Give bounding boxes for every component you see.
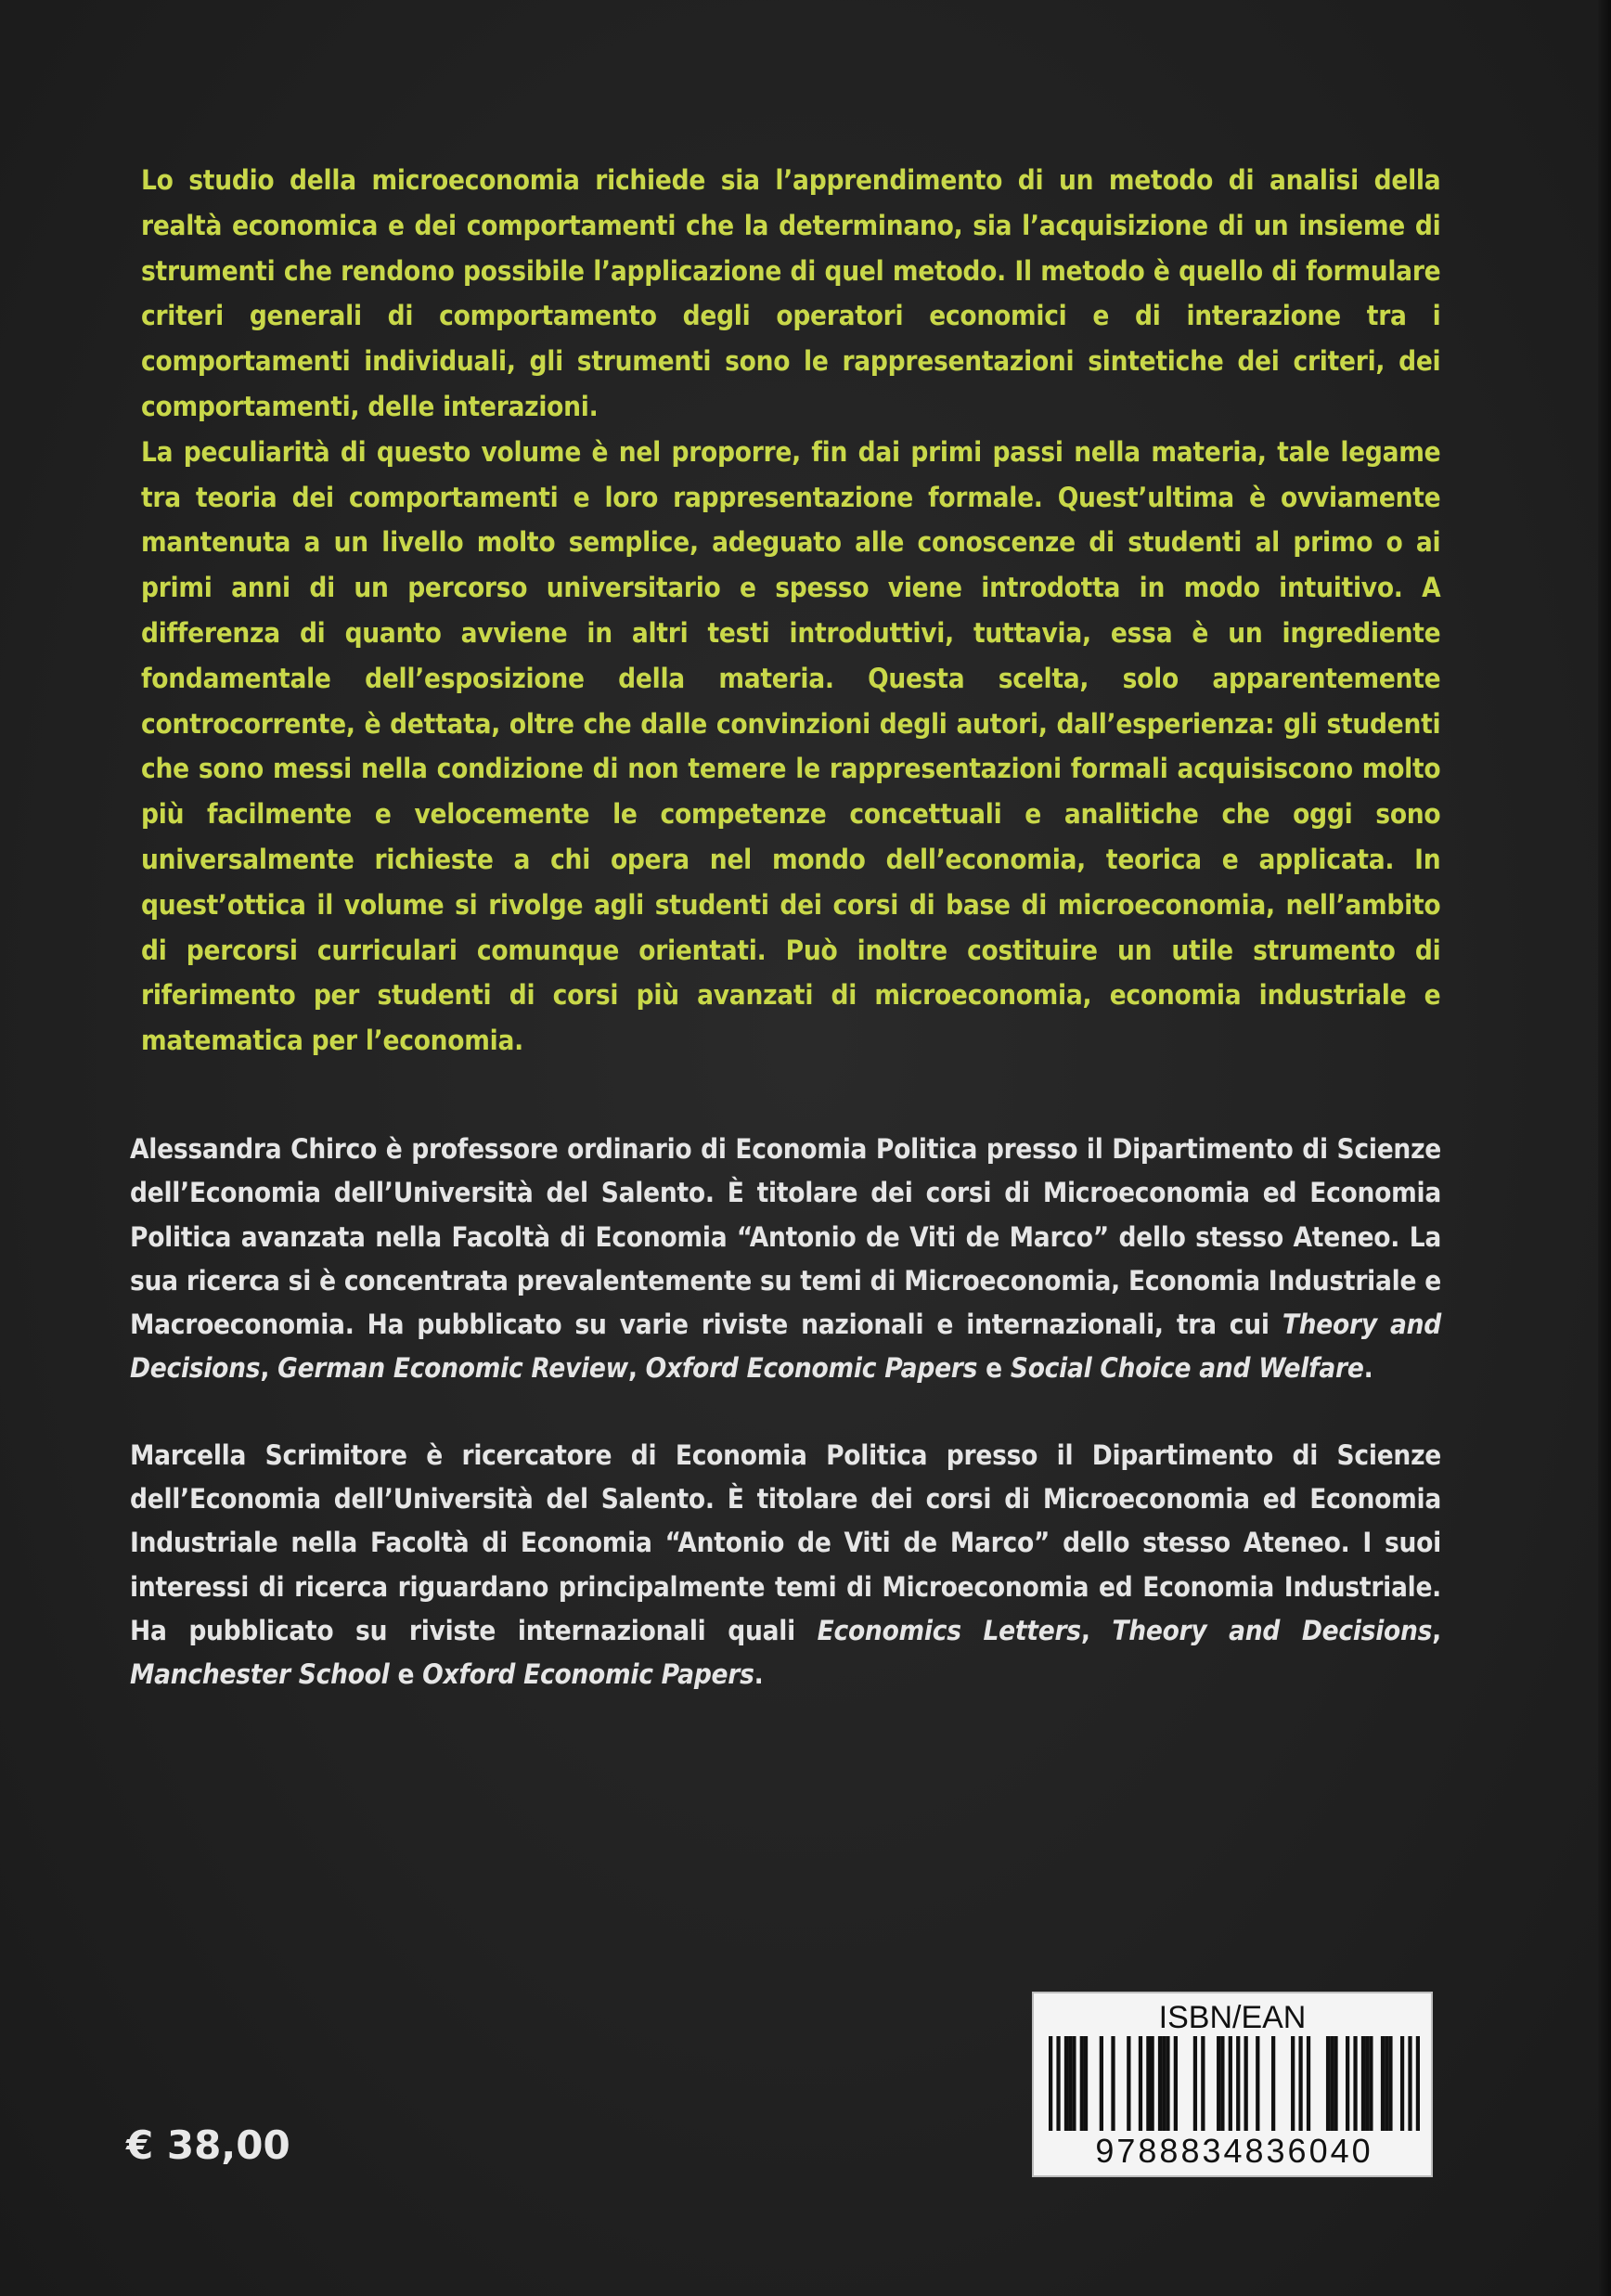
barcode-bar	[1298, 2036, 1302, 2131]
journal-title: Theory and Decisions	[130, 1309, 1441, 1385]
barcode-bar	[1080, 2036, 1084, 2131]
barcode-bar	[1361, 2036, 1365, 2131]
barcode-bar	[1111, 2036, 1115, 2131]
barcode-bar	[1330, 2036, 1334, 2131]
author-bio-chirco	[130, 1128, 1441, 1391]
barcode-bar	[1381, 2036, 1385, 2131]
barcode-bar	[1150, 2036, 1153, 2131]
bio-end: .	[754, 1658, 764, 1691]
barcode-bar	[1244, 2036, 1248, 2131]
barcode-bar	[1334, 2036, 1337, 2131]
barcode-bar	[1146, 2036, 1150, 2131]
bio-text: Marcella Scrimitore è ricercatore di Economia Politica presso il Dipartimento di Scienze dell’Economia dell’Università del Salento. È titolare dei corsi di Microeconomia ed Economia Industriale nella Facoltà di Economia “Antonio de Viti de Marco” dello stesso Ateneo. I suoi interessi di ricerca riguardano principalmente temi di Microeconomia ed Economia Industriale. Ha pubblicato su riviste internazionali quali	[130, 1438, 1441, 1646]
barcode-bar	[1158, 2036, 1162, 2131]
journal-title: Manchester School	[130, 1658, 390, 1691]
barcode-bar	[1064, 2036, 1068, 2131]
barcode-bar	[1162, 2036, 1166, 2131]
description-paragraph-1: Lo studio della microeconomia richiede sia l’apprendimento di un metodo di analisi della realtà economica e dei comportamenti che la determinano, sia l’acquisizione di un insieme di strumenti che rendono possibile l’applicazione di quel metodo. Il metodo è quello di formulare criteri generali di comportamento degli operatori economici e di interazione tra i comportamenti individuali, gli strumenti sono le rappresentazioni sintetiche dei criteri, dei comportamenti, delle interazioni.	[141, 164, 1441, 422]
barcode-bar	[1127, 2036, 1130, 2131]
author-bio-scrimitore	[130, 1434, 1441, 1697]
barcode-bar	[1307, 2036, 1310, 2131]
cover-edge	[1598, 0, 1611, 2296]
journal-title: Social Choice and Welfare	[1010, 1352, 1364, 1385]
barcode-bar	[1271, 2036, 1275, 2131]
barcode-bar	[1072, 2036, 1076, 2131]
barcode-bar	[1174, 2036, 1178, 2131]
isbn-label: ISBN/EAN	[1158, 2000, 1307, 2035]
description-paragraph-2: La peculiarità di questo volume è nel proporre, fin dai primi passi nella materia, tale legame tra teoria dei comportamenti e loro rappresentazione formale. Quest’ultima è ovviamente mantenuta a un livello molto semplice, adeguato alle conoscenze di studenti al primo o ai primi anni di un percorso universitario e spesso viene introdotta in modo intuitivo. A differenza di quanto avviene in altri testi introduttivi, tuttavia, essa è un ingrediente fondamentale dell’esposizione della materia. Questa scelta, solo apparentemente controcorrente, è dettata, oltre che dalle convinzioni degli autori, dall’esperienza: gli studenti che sono messi nella condizione di non temere le rappresentazioni formali acquisiscono molto più facilmente e velocemente le competenze concettuali e analitiche che oggi sono universalmente richieste a chi opera nel mondo dell’economia, teorica e applicata. In quest’ottica il volume si rivolge agli studenti dei corsi di base di microeconomia, nell’ambito di percorsi curriculari comunque orientati. Può inoltre costituire un utile strumento di riferimento per studenti di corsi più avanzati di microeconomia, economia industriale e matematica per l’economia.	[141, 435, 1441, 1057]
barcode-bar	[1353, 2036, 1357, 2131]
price-label: € 38,00	[126, 2122, 290, 2168]
barcode-bar	[1166, 2036, 1169, 2131]
barcode-bar	[1291, 2036, 1295, 2131]
barcode-bars	[1049, 2036, 1420, 2131]
barcode-bar	[1416, 2036, 1420, 2131]
barcode-bar	[1220, 2036, 1224, 2131]
barcode-bar	[1388, 2036, 1392, 2131]
barcode-bar	[1201, 2036, 1205, 2131]
barcode-bar	[1326, 2036, 1330, 2131]
journal-title: Economics Letters	[817, 1614, 1081, 1646]
barcode-bar	[1369, 2036, 1373, 2131]
separator: e	[977, 1352, 1011, 1385]
barcode-bar	[1139, 2036, 1142, 2131]
bio-text: Alessandra Chirco è professore ordinario di Economia Politica presso il Dipartimento di Scienze dell’Economia dell’Università del Salento. È titolare dei corsi di Microeconomia ed Economia Politica avanzata nella Facoltà di Economia “Antonio de Viti de Marco” dello stesso Ateneo. La sua ricerca si è concentrata prevalentemente su temi di Microeconomia, Economia Industriale e Macroeconomia. Ha pubblicato su varie riviste nazionali e internazionali, tra cui	[130, 1133, 1441, 1341]
author-bios	[130, 1128, 1441, 1740]
barcode-bar	[1084, 2036, 1088, 2131]
bio-end: .	[1363, 1352, 1373, 1385]
separator: ,	[260, 1352, 278, 1385]
journal-title: Theory and Decisions	[1112, 1614, 1433, 1646]
separator: e	[389, 1658, 423, 1691]
isbn-barcode	[1032, 1992, 1433, 2177]
barcode-bar	[1193, 2036, 1197, 2131]
separator: ,	[627, 1352, 646, 1385]
separator: ,	[1432, 1614, 1441, 1646]
journal-title: Oxford Economic Papers	[422, 1658, 754, 1691]
barcode-bar	[1256, 2036, 1259, 2131]
barcode-bar	[1365, 2036, 1369, 2131]
barcode-bar	[1049, 2036, 1052, 2131]
barcode-bar	[1056, 2036, 1060, 2131]
barcode-bar	[1100, 2036, 1103, 2131]
barcode-bar	[1346, 2036, 1349, 2131]
barcode-bar	[1408, 2036, 1411, 2131]
separator: ,	[1080, 1614, 1113, 1646]
barcode-bar	[1229, 2036, 1232, 2131]
book-description	[141, 158, 1440, 1064]
barcode-bar	[1385, 2036, 1388, 2131]
barcode-bar	[1400, 2036, 1404, 2131]
journal-title: German Economic Review	[277, 1352, 628, 1385]
barcode-bar	[1217, 2036, 1220, 2131]
barcode-bar	[1068, 2036, 1072, 2131]
barcode-bar	[1236, 2036, 1240, 2131]
isbn-number: 9788834836040	[1095, 2132, 1373, 2170]
journal-title: Oxford Economic Papers	[645, 1352, 978, 1385]
